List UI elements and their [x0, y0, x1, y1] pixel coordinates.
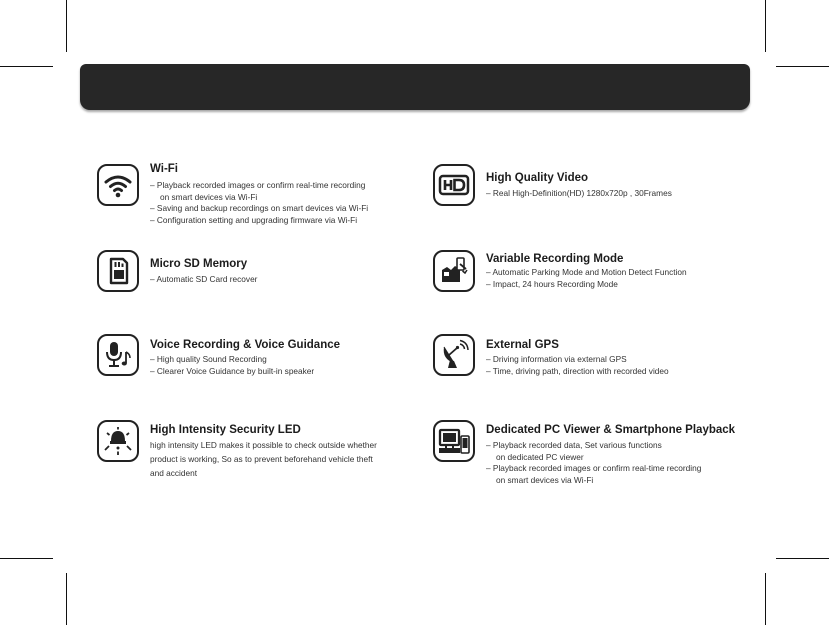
feature-title: Voice Recording & Voice Guidance [150, 339, 341, 351]
feature-title: Micro SD Memory [150, 258, 248, 270]
feature-wifi [97, 163, 407, 233]
crop-mark [776, 558, 829, 559]
security-led-icon [97, 420, 139, 462]
crop-mark [0, 558, 53, 559]
crop-mark [765, 573, 766, 625]
description-line: – Playback recorded images or confirm real-time recording [486, 463, 702, 473]
recording-mode-icon [433, 250, 475, 292]
feature-pc-viewer [433, 420, 736, 490]
feature-title: High Intensity Security LED [150, 424, 301, 436]
pc-smartphone-icon [433, 420, 475, 462]
description-line: – Driving information via external GPS [486, 354, 627, 364]
sd-card-icon [97, 250, 139, 292]
description-line: – Configuration setting and upgrading firmware via Wi-Fi [150, 214, 358, 225]
description-line: product is working, So as to prevent beforehand vehicle theft [150, 453, 373, 464]
feature-description [150, 439, 377, 480]
feature-voice [97, 334, 397, 384]
feature-security-led [97, 420, 407, 480]
description-line: high intensity LED makes it possible to check outside whether [150, 440, 377, 450]
description-line: – Playback recorded data, Set various functions [486, 440, 662, 450]
feature-title: Dedicated PC Viewer & Smartphone Playback [486, 424, 736, 436]
description-line: – Automatic SD Card recover [150, 274, 258, 284]
feature-title: Variable Recording Mode [486, 253, 624, 265]
description-line: on dedicated PC viewer [496, 451, 584, 462]
crop-mark [66, 573, 67, 625]
description-line: on smart devices via Wi-Fi [160, 191, 258, 202]
feature-description [486, 267, 687, 290]
microphone-icon [97, 334, 139, 376]
description-line: – Impact, 24 hours Recording Mode [486, 278, 618, 289]
feature-description [150, 354, 314, 377]
crop-mark [0, 66, 53, 67]
feature-description [486, 188, 672, 200]
section-header-bar [80, 64, 750, 110]
feature-description [150, 274, 257, 286]
description-line: and accident [150, 467, 198, 478]
description-line: – Playback recorded images or confirm real-time recording [150, 180, 366, 190]
feature-description [150, 180, 368, 226]
feature-description [486, 440, 701, 486]
feature-micro-sd [97, 250, 397, 300]
feature-gps [433, 334, 733, 384]
crop-mark [776, 66, 829, 67]
description-line: – Saving and backup recordings on smart devices via Wi-Fi [150, 203, 369, 213]
feature-title: Wi-Fi [150, 163, 178, 175]
description-line: – Automatic Parking Mode and Motion Detect Function [486, 267, 687, 277]
feature-title: High Quality Video [486, 172, 589, 184]
crop-mark [66, 0, 67, 52]
description-line: on smart devices via Wi-Fi [496, 474, 594, 485]
feature-hd-video [433, 163, 733, 213]
feature-recording-mode [433, 250, 733, 300]
description-line: – Real High-Definition(HD) 1280x720p , 30Frames [486, 188, 672, 198]
description-line: – Clearer Voice Guidance by built-in speaker [150, 365, 315, 376]
feature-title: External GPS [486, 339, 559, 351]
satellite-dish-icon [433, 334, 475, 376]
feature-description [486, 354, 669, 377]
description-line: – High quality Sound Recording [150, 354, 267, 364]
hd-icon [433, 164, 475, 206]
wifi-icon [97, 164, 139, 206]
crop-mark [765, 0, 766, 52]
description-line: – Time, driving path, direction with recorded video [486, 365, 669, 376]
